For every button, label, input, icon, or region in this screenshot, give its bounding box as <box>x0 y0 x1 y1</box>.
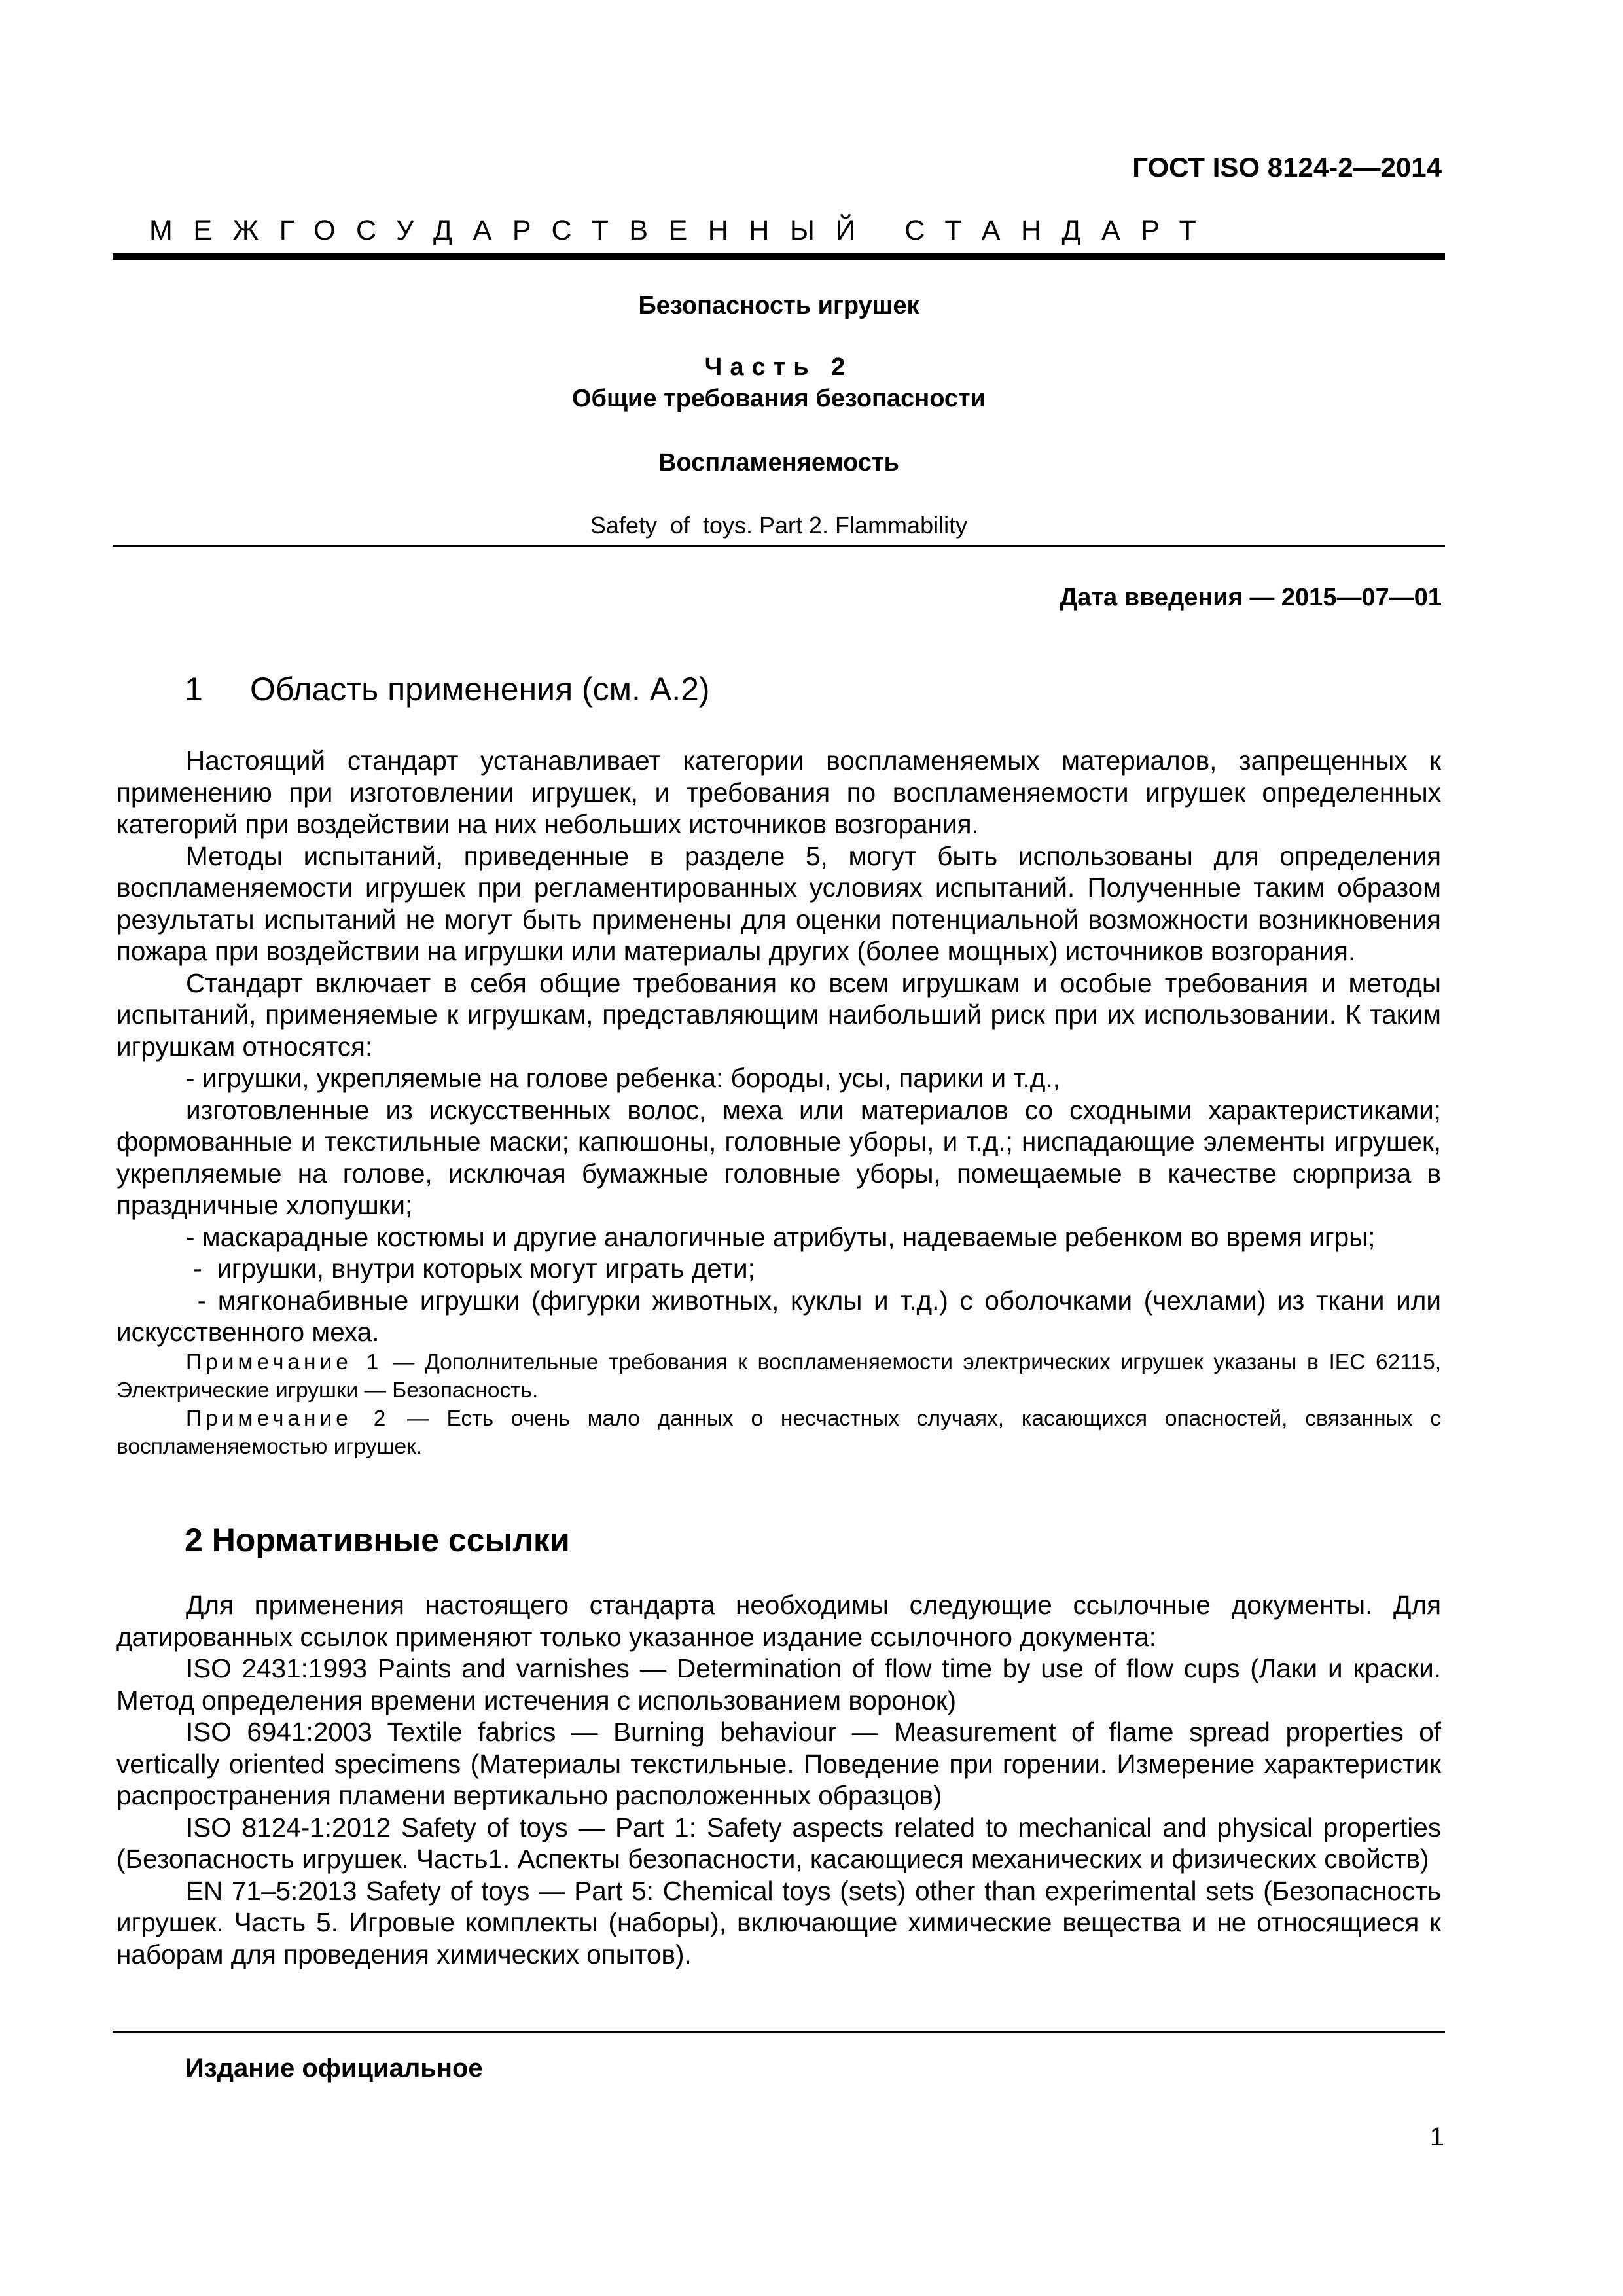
section-2-body <box>116 1589 1441 1970</box>
reference-item: EN 71–5:2013 Safety of toys — Part 5: Chemical toys (sets) other than experimental sets (Безопасность игрушек. Часть 5. Игровые комплекты (наборы), включающие химические вещества и не относящиеся к наборам для проведения химических опытов). <box>116 1875 1441 1969</box>
section-1-title: Область применения (см. А.2) <box>250 671 710 708</box>
note-text: — Дополнительные требования к воспламеняемости электрических игрушек указаны в IEC 62115, Электрические игрушки — Безопасность. <box>116 1350 1442 1403</box>
reference-item: ISO 8124-1:2012 Safety of toys — Part 1: Safety aspects related to mechanical and physical properties (Безопасность игрушек. Часть1. Аспекты безопасности, касающиеся механических и физических свойств) <box>116 1812 1441 1874</box>
header-divider <box>113 253 1445 260</box>
page-number: 1 <box>1429 2123 1444 2151</box>
standard-subtitle: Общие требования безопасности <box>571 385 986 412</box>
title-divider <box>113 545 1445 547</box>
document-number: ГОСТ ISO 8124-2—2014 <box>1132 152 1442 183</box>
list-item: - маскарадные костюмы и другие аналогичные атрибуты, надеваемые ребенком во время игры; <box>186 1221 1376 1252</box>
interstate-standard-banner: МЕЖГОСУДАРСТВЕННЫЙ СТАНДАРТ <box>149 215 1217 246</box>
introduction-date: Дата введения — 2015—07—01 <box>1060 584 1442 611</box>
list-item: изготовленные из искусственных волос, меха или материалов со сходными характеристиками; формованные и текстильные маски; капюшоны, головные уборы, и т.д.; ниспадающие элементы игрушек, укрепляемые на голове, исключая бумажные головные уборы, помещаемые в качестве сюрприза в праздничные хлопушки; <box>116 1094 1441 1220</box>
standard-topic: Воспламеняемость <box>658 449 899 476</box>
section-1-body <box>116 745 1449 1461</box>
footer-divider <box>113 2031 1445 2033</box>
paragraph: Настоящий стандарт устанавливает категории воспламеняемых материалов, запрещенных к применению при изготовлении игрушек, и требования по воспламеняемости игрушек определенных категорий при воздействии на них небольших источников возгорания. <box>116 745 1441 839</box>
standard-part: Часть 2 <box>704 353 853 381</box>
list-item: - мягконабивные игрушки (фигурки животных, куклы и т.д.) с оболочками (чехлами) из ткани или искусственного меха. <box>116 1285 1449 1347</box>
list-item: - игрушки, укрепляемые на голове ребенка: бороды, усы, парики и т.д., <box>186 1063 1060 1093</box>
paragraph: Методы испытаний, приведенные в разделе 5, могут быть использованы для определения воспламеняемости игрушек при регламентированных условиях испытаний. Полученные таким образом результаты испытаний не могут быть применены для оценки потенциальной возможности возникновения пожара при воздействии на игрушки или материалы других (более мощных) источников возгорания. <box>116 840 1441 966</box>
paragraph: Для применения настоящего стандарта необходимы следующие ссылочные документы. Для датированных ссылок применяют только указанное издание ссылочного документа: <box>116 1590 1441 1652</box>
english-title: Safety of toys. Part 2. Flammability <box>590 512 968 539</box>
note <box>116 1405 1441 1461</box>
list-item: - игрушки, внутри которых могут играть дети; <box>186 1253 755 1283</box>
official-edition-label: Издание официальное <box>185 2054 483 2083</box>
note-label: Примечание 2 <box>186 1406 390 1431</box>
section-1-heading <box>185 670 710 708</box>
standard-title: Безопасность игрушек <box>638 292 919 319</box>
reference-item: ISO 6941:2003 Textile fabrics — Burning behaviour — Measurement of flame spread properties of vertically oriented specimens (Материалы текстильные. Поведение при горении. Измерение характеристик распространения пламени вертикально расположенных образцов) <box>116 1717 1441 1810</box>
section-2-heading: 2 Нормативные ссылки <box>185 1522 570 1558</box>
note-label: Примечание 1 <box>186 1350 383 1374</box>
section-1-number: 1 <box>185 671 203 708</box>
note <box>116 1348 1441 1405</box>
note-text: — Есть очень мало данных о несчастных случаях, касающихся опасностей, связанных с воспламеняемостью игрушек. <box>116 1406 1441 1459</box>
paragraph: Стандарт включает в себя общие требования ко всем игрушкам и особые требования и методы испытаний, применяемые к игрушкам, представляющим наибольший риск при их использовании. К таким игрушкам относятся: <box>116 967 1441 1062</box>
reference-item: ISO 2431:1993 Paints and varnishes — Determination of flow time by use of flow cups (Лаки и краски. Метод определения времени истечения с использованием воронок) <box>116 1653 1441 1715</box>
